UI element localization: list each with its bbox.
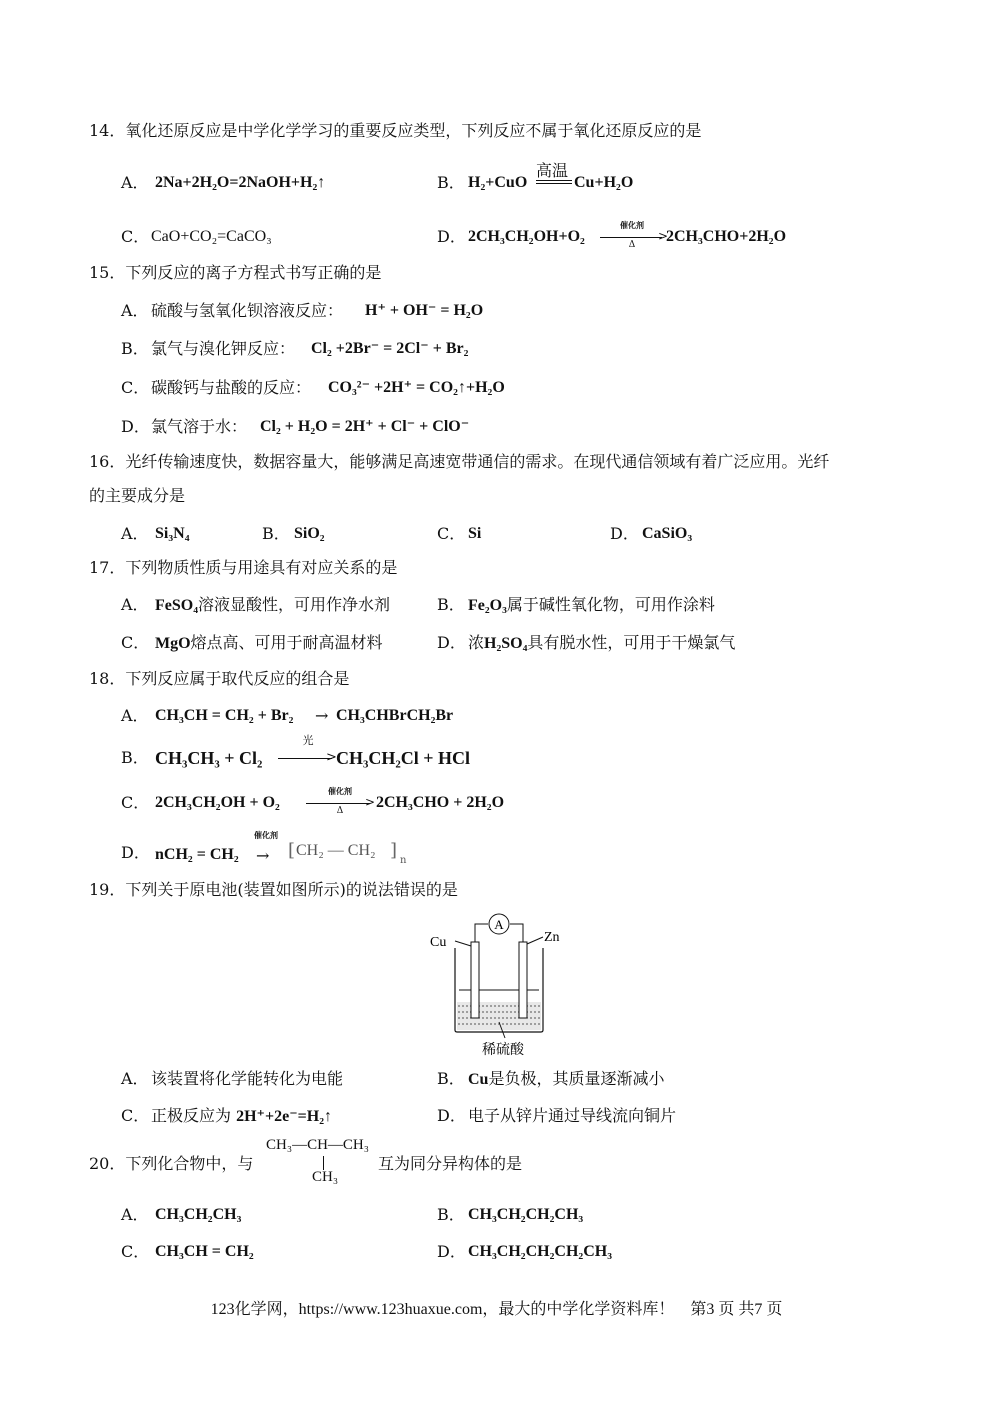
q18-d-polymer: CH₂ — CH₂ [296, 842, 376, 859]
q15-a-label: A． [121, 301, 149, 320]
q18-d-bracket-right: ] [390, 840, 398, 861]
q18-c-heat: Δ [336, 806, 344, 816]
q19-zn-label: Zn [544, 930, 560, 945]
q20-c-formula: CH₃CH = CH₂ [155, 1243, 254, 1260]
q18-c-arrow-shaft [306, 803, 370, 804]
q19-cu-label: Cu [430, 935, 447, 950]
q16-c-formula: Si [468, 525, 482, 542]
q15-c-text: 碳酸钙与盐酸的反应： [151, 378, 312, 397]
q14-c-equation: CaO+CO₂=CaCO₃ [151, 228, 272, 245]
q19-b-formula: Cu [468, 1071, 489, 1088]
q20-struct-bond [323, 1156, 324, 1170]
q18-c-right: 2CH₃CHO + 2H₂O [376, 794, 505, 811]
q16-c-label: C． [437, 524, 466, 543]
q14-a-label: A． [121, 173, 149, 192]
q17-d-label: D． [437, 633, 466, 652]
q15-d-label: D． [121, 417, 150, 436]
q15-c-label: C． [121, 378, 150, 397]
q14-b-equal-line-bottom [536, 183, 572, 184]
q18-d-arrow-icon: → [256, 846, 270, 865]
q18-b-condition: 光 [302, 734, 314, 747]
q15-d-text: 氯气溶于水： [151, 417, 248, 436]
q20-stem-line [0, 1149, 993, 1179]
q14-c-label: C． [121, 227, 150, 246]
q18-a-left: CH₃CH = CH₂ + Br₂ [155, 707, 294, 724]
q18-d-catalyst: 催化剂 [254, 830, 278, 840]
q19-d-text: 电子从锌片通过导线流向铜片 [468, 1106, 677, 1125]
q15-option-a [0, 296, 993, 326]
q17-c-text: 熔点高、可用于耐高温材料 [190, 633, 383, 652]
q19-stem: 19．下列关于原电池(装置如图所示)的说法错误的是 [89, 880, 458, 899]
q18-c-label: C． [121, 793, 150, 812]
q20-a-label: A． [121, 1205, 149, 1224]
q19-zn-pointer [527, 937, 543, 944]
q18-c-left: 2CH₃CH₂OH + O₂ [155, 794, 280, 811]
q18-option-a [0, 701, 993, 731]
q18-option-b [0, 734, 993, 773]
q16-d-formula: CaSiO₃ [642, 525, 693, 542]
q20-d-label: D． [437, 1242, 466, 1261]
q19-c-label: C． [121, 1106, 150, 1125]
q17-d-pre: 浓 [468, 633, 485, 652]
q17-d-content [468, 628, 735, 659]
q18-option-d [0, 830, 993, 868]
q15-stem-line [0, 258, 993, 288]
q19-stem-line [0, 875, 993, 905]
q14-d-catalyst: 催化剂 [620, 220, 644, 230]
q17-c-formula: MgO [155, 635, 191, 652]
q16-stem-2: 的主要成分是 [89, 486, 186, 505]
q18-stem: 18．下列反应属于取代反应的组合是 [89, 669, 350, 688]
q15-b-equation: Cl₂ +2Br⁻ = 2Cl⁻ + Br₂ [311, 340, 469, 357]
q19-c-content [151, 1101, 332, 1132]
q20-b-label: B． [437, 1205, 465, 1224]
q15-d-equation: Cl₂ + H₂O = 2H⁺ + Cl⁻ + ClO⁻ [260, 418, 470, 435]
q15-option-d [0, 412, 993, 442]
q17-stem: 17．下列物质性质与用途具有对应关系的是 [89, 558, 398, 577]
q19-a-text: 该装置将化学能转化为电能 [151, 1069, 344, 1088]
q17-b-formula: Fe₂O₃ [468, 597, 507, 614]
q19-b-content [468, 1064, 664, 1095]
q19-cu-electrode [471, 942, 479, 1018]
q17-b-text: 属于碱性氧化物，可用作涂料 [506, 595, 715, 614]
q15-a-text: 硫酸与氢氧化钡溶液反应： [151, 301, 344, 320]
q15-c-equation: CO₃²⁻ +2H⁺ = CO₂↑+H₂O [328, 379, 505, 396]
q18-a-right: CH₃CHBrCH₂Br [336, 707, 454, 724]
q16-a-label: A． [121, 524, 149, 543]
q17-stem-line [0, 553, 993, 583]
q19-ammeter-label: A [494, 917, 504, 932]
q14-d-left: 2CH₃CH₂OH+O₂ [468, 228, 585, 245]
q15-option-b [0, 334, 993, 364]
q16-b-label: B． [262, 524, 290, 543]
q17-a-label: A． [121, 595, 149, 614]
q14-row1 [0, 161, 993, 198]
q19-cu-pointer [455, 941, 471, 946]
q15-b-text: 氯气与溴化钾反应： [151, 339, 296, 358]
q17-a-text: 溶液显酸性，可用作净水剂 [198, 595, 391, 614]
q14-b-equal-line-top [536, 180, 572, 181]
q14-d-label: D． [437, 227, 466, 246]
q20-row2 [0, 1237, 993, 1267]
q14-a-equation: 2Na+2H₂O=2NaOH+H₂↑ [155, 174, 326, 191]
q17-b-label: B． [437, 595, 465, 614]
q20-stem-pre: 20．下列化合物中，与 [89, 1154, 254, 1173]
q17-c-label: C． [121, 633, 150, 652]
q18-a-arrow-icon: → [315, 706, 329, 725]
q16-stem-line1 [0, 447, 993, 477]
q15-a-equation: H⁺ + OH⁻ = H₂O [365, 302, 484, 319]
q18-b-left: CH₃CH₃ + Cl₂ [155, 748, 263, 768]
q19-c-text: 正极反应为 [151, 1106, 232, 1125]
q20-struct-main: CH₃—CH—CH₃ [266, 1137, 369, 1153]
q17-row1 [0, 590, 993, 620]
q18-c-arrow-head: > [365, 795, 376, 809]
q14-d-heat: Δ [628, 240, 636, 250]
q16-d-label: D． [610, 524, 639, 543]
page-footer: 123化学网，https://www.123huaxue.com，最大的中学化学资料库！ 第3 页 共7 页 [210, 1301, 783, 1318]
q14-d-right: 2CH₃CHO+2H₂O [666, 228, 787, 245]
q18-d-left: nCH₂ = CH₂ [155, 846, 239, 863]
q14-b-right: Cu+H₂O [574, 174, 634, 191]
q18-b-label: B． [121, 748, 149, 767]
q18-stem-line [0, 664, 993, 694]
q17-b-content [468, 590, 715, 621]
q20-struct-branch: CH₃ [312, 1169, 339, 1185]
q19-cell-diagram [425, 910, 575, 1060]
q18-b-arrow-head: > [326, 750, 337, 765]
q19-row2 [0, 1101, 993, 1131]
q17-row2 [0, 628, 993, 658]
q14-d-arrow-shaft [600, 237, 662, 238]
q14-b-condition: 高温 [536, 161, 569, 180]
q19-galvanic-cell-figure [425, 910, 575, 1060]
q17-d-text: 具有脱水性，可用于干燥氯气 [527, 633, 736, 652]
q14-b-left: H₂+CuO [468, 174, 528, 191]
q14-b-label: B． [437, 173, 465, 192]
q19-zn-electrode [519, 942, 527, 1018]
q17-d-formula: H₂SO₄ [484, 635, 528, 652]
q20-a-formula: CH₃CH₂CH₃ [155, 1206, 242, 1223]
q16-a-formula: Si₃N₄ [155, 525, 190, 542]
q18-a-label: A． [121, 706, 149, 725]
q19-solution-label: 稀硫酸 [482, 1042, 524, 1058]
q16-options [0, 519, 993, 549]
q19-d-label: D． [437, 1106, 466, 1125]
q19-row1 [0, 1064, 993, 1094]
q15-option-c [0, 373, 993, 403]
q20-row1 [0, 1200, 993, 1230]
q20-stem-post: 互为同分异构体的是 [378, 1154, 523, 1173]
q18-d-label: D． [121, 843, 150, 862]
q16-b-formula: SiO₂ [294, 525, 325, 542]
q19-c-equation: 2H⁺+2e⁻=H₂↑ [236, 1108, 333, 1125]
q19-a-label: A． [121, 1069, 149, 1088]
q19-wire-left [475, 924, 488, 942]
q19-b-label: B． [437, 1069, 465, 1088]
q18-c-catalyst: 催化剂 [328, 786, 352, 796]
q17-c-content [155, 628, 383, 659]
q15-b-label: B． [121, 339, 149, 358]
q20-b-formula: CH₃CH₂CH₂CH₃ [468, 1206, 584, 1223]
q20-c-label: C． [121, 1242, 150, 1261]
q18-option-c [0, 788, 993, 818]
q17-a-formula: FeSO₄ [155, 597, 199, 614]
q18-d-bracket-left: [ [288, 840, 296, 861]
q15-stem: 15．下列反应的离子方程式书写正确的是 [89, 263, 382, 282]
q14-d-arrow-head: > [658, 229, 669, 243]
q18-d-n: n [400, 855, 407, 866]
q18-b-right: CH₃CH₂Cl + HCl [336, 748, 471, 768]
q17-a-content [155, 590, 390, 621]
q20-d-formula: CH₃CH₂CH₂CH₂CH₃ [468, 1243, 612, 1260]
q16-stem-1: 16．光纤传输速度快，数据容量大，能够满足高速宽带通信的需求。在现代通信领域有着广泛应用。光纤 [89, 452, 830, 471]
q20-isobutane-structure [266, 1137, 378, 1193]
q19-wire-right [510, 924, 523, 942]
q14-row2 [0, 222, 993, 252]
q19-b-text: 是负极，其质量逐渐减小 [488, 1069, 665, 1088]
q14-stem: 14．氧化还原反应是中学化学学习的重要反应类型，下列反应不属于氧化还原反应的是 [89, 121, 702, 140]
q14-stem-line [0, 116, 993, 146]
q16-stem-line2 [0, 481, 993, 511]
q18-b-arrow-shaft [278, 758, 332, 759]
